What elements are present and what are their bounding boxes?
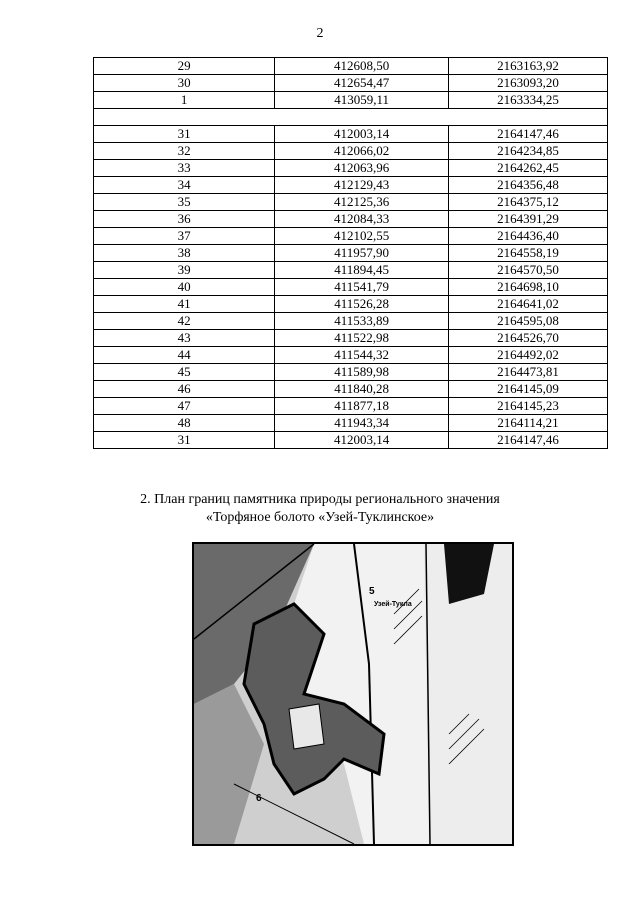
page-number: 2 [316, 26, 324, 41]
point-number-cell: 31 [94, 126, 275, 143]
table-row [94, 143, 608, 160]
y-coordinate-cell: 2164558,19 [449, 245, 608, 262]
point-number-cell: 42 [94, 313, 275, 330]
map-image [194, 544, 512, 844]
y-coordinate-cell: 2163334,25 [449, 92, 608, 109]
y-coordinate-cell: 2164375,12 [449, 194, 608, 211]
x-coordinate-cell: 411589,98 [275, 364, 449, 381]
y-coordinate-cell: 2164145,09 [449, 381, 608, 398]
boundary-plan-map [192, 542, 514, 846]
point-number-cell: 33 [94, 160, 275, 177]
point-number-cell: 41 [94, 296, 275, 313]
x-coordinate-cell: 412129,43 [275, 177, 449, 194]
x-coordinate-cell: 412084,33 [275, 211, 449, 228]
table-row [94, 279, 608, 296]
x-coordinate-cell: 411877,18 [275, 398, 449, 415]
y-coordinate-cell: 2164595,08 [449, 313, 608, 330]
point-number-cell: 39 [94, 262, 275, 279]
table-row-separator [94, 109, 608, 126]
point-number-cell: 29 [94, 58, 275, 75]
x-coordinate-cell: 412003,14 [275, 126, 449, 143]
coordinates-table [93, 57, 608, 449]
table-row [94, 415, 608, 432]
x-coordinate-cell: 411943,34 [275, 415, 449, 432]
table-row [94, 432, 608, 449]
x-coordinate-cell: 411894,45 [275, 262, 449, 279]
x-coordinate-cell: 411526,28 [275, 296, 449, 313]
y-coordinate-cell: 2163163,92 [449, 58, 608, 75]
point-number-cell: 48 [94, 415, 275, 432]
x-coordinate-cell: 411544,32 [275, 347, 449, 364]
x-coordinate-cell: 412608,50 [275, 58, 449, 75]
point-number-cell: 44 [94, 347, 275, 364]
y-coordinate-cell: 2164641,02 [449, 296, 608, 313]
y-coordinate-cell: 2164356,48 [449, 177, 608, 194]
x-coordinate-cell: 412102,55 [275, 228, 449, 245]
y-coordinate-cell: 2164262,45 [449, 160, 608, 177]
table-row [94, 313, 608, 330]
table-row [94, 58, 608, 75]
point-number-cell: 36 [94, 211, 275, 228]
y-coordinate-cell: 2164391,29 [449, 211, 608, 228]
y-coordinate-cell: 2164570,50 [449, 262, 608, 279]
table-row [94, 262, 608, 279]
y-coordinate-cell: 2164145,23 [449, 398, 608, 415]
table-separator [94, 109, 608, 126]
x-coordinate-cell: 412066,02 [275, 143, 449, 160]
table-row [94, 160, 608, 177]
point-number-cell: 37 [94, 228, 275, 245]
y-coordinate-cell: 2163093,20 [449, 75, 608, 92]
table-row [94, 245, 608, 262]
table-row [94, 330, 608, 347]
y-coordinate-cell: 2164526,70 [449, 330, 608, 347]
coordinates-block-2 [94, 126, 608, 449]
y-coordinate-cell: 2164473,81 [449, 364, 608, 381]
point-number-cell: 31 [94, 432, 275, 449]
y-coordinate-cell: 2164147,46 [449, 126, 608, 143]
point-number-cell: 40 [94, 279, 275, 296]
table-row [94, 296, 608, 313]
table-row [94, 381, 608, 398]
x-coordinate-cell: 412063,96 [275, 160, 449, 177]
table-row [94, 364, 608, 381]
point-number-cell: 30 [94, 75, 275, 92]
coordinates-block-1 [94, 58, 608, 109]
y-coordinate-cell: 2164492,02 [449, 347, 608, 364]
x-coordinate-cell: 411533,89 [275, 313, 449, 330]
table-row [94, 126, 608, 143]
y-coordinate-cell: 2164436,40 [449, 228, 608, 245]
map-label-locality: Узей-Тукла [374, 601, 412, 608]
point-number-cell: 1 [94, 92, 275, 109]
x-coordinate-cell: 412654,47 [275, 75, 449, 92]
point-number-cell: 43 [94, 330, 275, 347]
table-row [94, 211, 608, 228]
point-number-cell: 45 [94, 364, 275, 381]
table-row [94, 92, 608, 109]
x-coordinate-cell: 413059,11 [275, 92, 449, 109]
point-number-cell: 38 [94, 245, 275, 262]
y-coordinate-cell: 2164234,85 [449, 143, 608, 160]
table-row [94, 347, 608, 364]
caption-line-1: 2. План границ памятника природы регионального значения [140, 492, 500, 507]
x-coordinate-cell: 411522,98 [275, 330, 449, 347]
point-number-cell: 35 [94, 194, 275, 211]
table-row [94, 398, 608, 415]
table-row [94, 194, 608, 211]
x-coordinate-cell: 411840,28 [275, 381, 449, 398]
map-label-quarter-5: 5 [369, 586, 375, 597]
y-coordinate-cell: 2164114,21 [449, 415, 608, 432]
table-row [94, 75, 608, 92]
map-label-quarter-6: 6 [256, 793, 262, 804]
x-coordinate-cell: 411541,79 [275, 279, 449, 296]
table-row [94, 228, 608, 245]
point-number-cell: 46 [94, 381, 275, 398]
point-number-cell: 34 [94, 177, 275, 194]
y-coordinate-cell: 2164147,46 [449, 432, 608, 449]
x-coordinate-cell: 411957,90 [275, 245, 449, 262]
x-coordinate-cell: 412125,36 [275, 194, 449, 211]
table-row [94, 177, 608, 194]
point-number-cell: 32 [94, 143, 275, 160]
y-coordinate-cell: 2164698,10 [449, 279, 608, 296]
x-coordinate-cell: 412003,14 [275, 432, 449, 449]
point-number-cell: 47 [94, 398, 275, 415]
caption-line-2: «Торфяное болото «Узей-Туклинское» [205, 510, 435, 525]
